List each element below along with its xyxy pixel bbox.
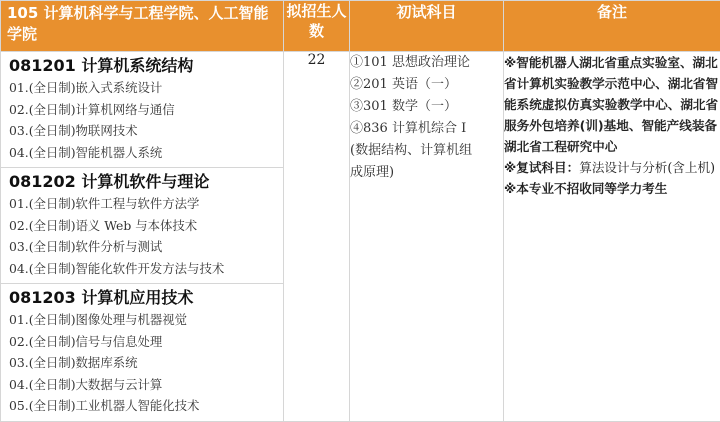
major-cell [1, 168, 284, 284]
header-subjects: 初试科目 [350, 1, 504, 52]
major-direction: 03.(全日制)软件分析与测试 [9, 236, 277, 258]
subject-item: ④836 计算机综合 I [350, 118, 503, 140]
major-direction: 02.(全日制)语义 Web 与本体技术 [9, 215, 277, 237]
major-direction: 04.(全日制)智能机器人系统 [9, 142, 277, 164]
major-cell [1, 52, 284, 168]
subject-item: ①101 思想政治理论 [350, 52, 503, 74]
major-cell [1, 284, 284, 422]
major-direction: 03.(全日制)数据库系统 [9, 352, 277, 374]
remark-lab-note: ※智能机器人湖北省重点实验室、湖北省计算机实验教学示范中心、湖北省智能系统虚拟仿真实验教学中心、湖北省服务外包培养(训)基地、智能产线装备湖北省工程研究中心 [504, 52, 720, 157]
subject-item: ②201 英语（一） [350, 74, 503, 96]
major-direction: 03.(全日制)物联网技术 [9, 120, 277, 142]
remark-retest-value: 算法设计与分析(含上机) [579, 160, 715, 175]
major-direction: 04.(全日制)大数据与云计算 [9, 374, 277, 396]
remark-retest [504, 157, 720, 178]
remark-retest-label: ※复试科目： [504, 160, 579, 175]
major-direction: 02.(全日制)信号与信息处理 [9, 331, 277, 353]
major-direction: 01.(全日制)图像处理与机器视觉 [9, 309, 277, 331]
table-header-row [1, 1, 720, 52]
major-direction: 01.(全日制)软件工程与软件方法学 [9, 193, 277, 215]
subjects-cell [350, 52, 504, 422]
header-quota: 拟招生人数 [284, 1, 350, 52]
table-row [1, 52, 720, 168]
header-school: 105 计算机科学与工程学院、人工智能学院 [1, 1, 284, 52]
major-direction: 02.(全日制)计算机网络与通信 [9, 99, 277, 121]
major-title: 081201 计算机系统结构 [9, 55, 277, 77]
major-title: 081203 计算机应用技术 [9, 287, 277, 309]
remark-equivalence-note: ※本专业不招收同等学力考生 [504, 178, 720, 199]
remarks-cell [504, 52, 720, 422]
major-direction: 04.(全日制)智能化软件开发方法与技术 [9, 258, 277, 280]
major-direction: 05.(全日制)工业机器人智能化技术 [9, 395, 277, 417]
major-direction: 01.(全日制)嵌入式系统设计 [9, 77, 277, 99]
quota-cell: 22 [284, 52, 350, 422]
subject-item: 成原理) [350, 162, 503, 184]
subject-item: ③301 数学（一） [350, 96, 503, 118]
header-remarks: 备注 [504, 1, 720, 52]
subject-item: (数据结构、计算机组 [350, 140, 503, 162]
major-title: 081202 计算机软件与理论 [9, 171, 277, 193]
